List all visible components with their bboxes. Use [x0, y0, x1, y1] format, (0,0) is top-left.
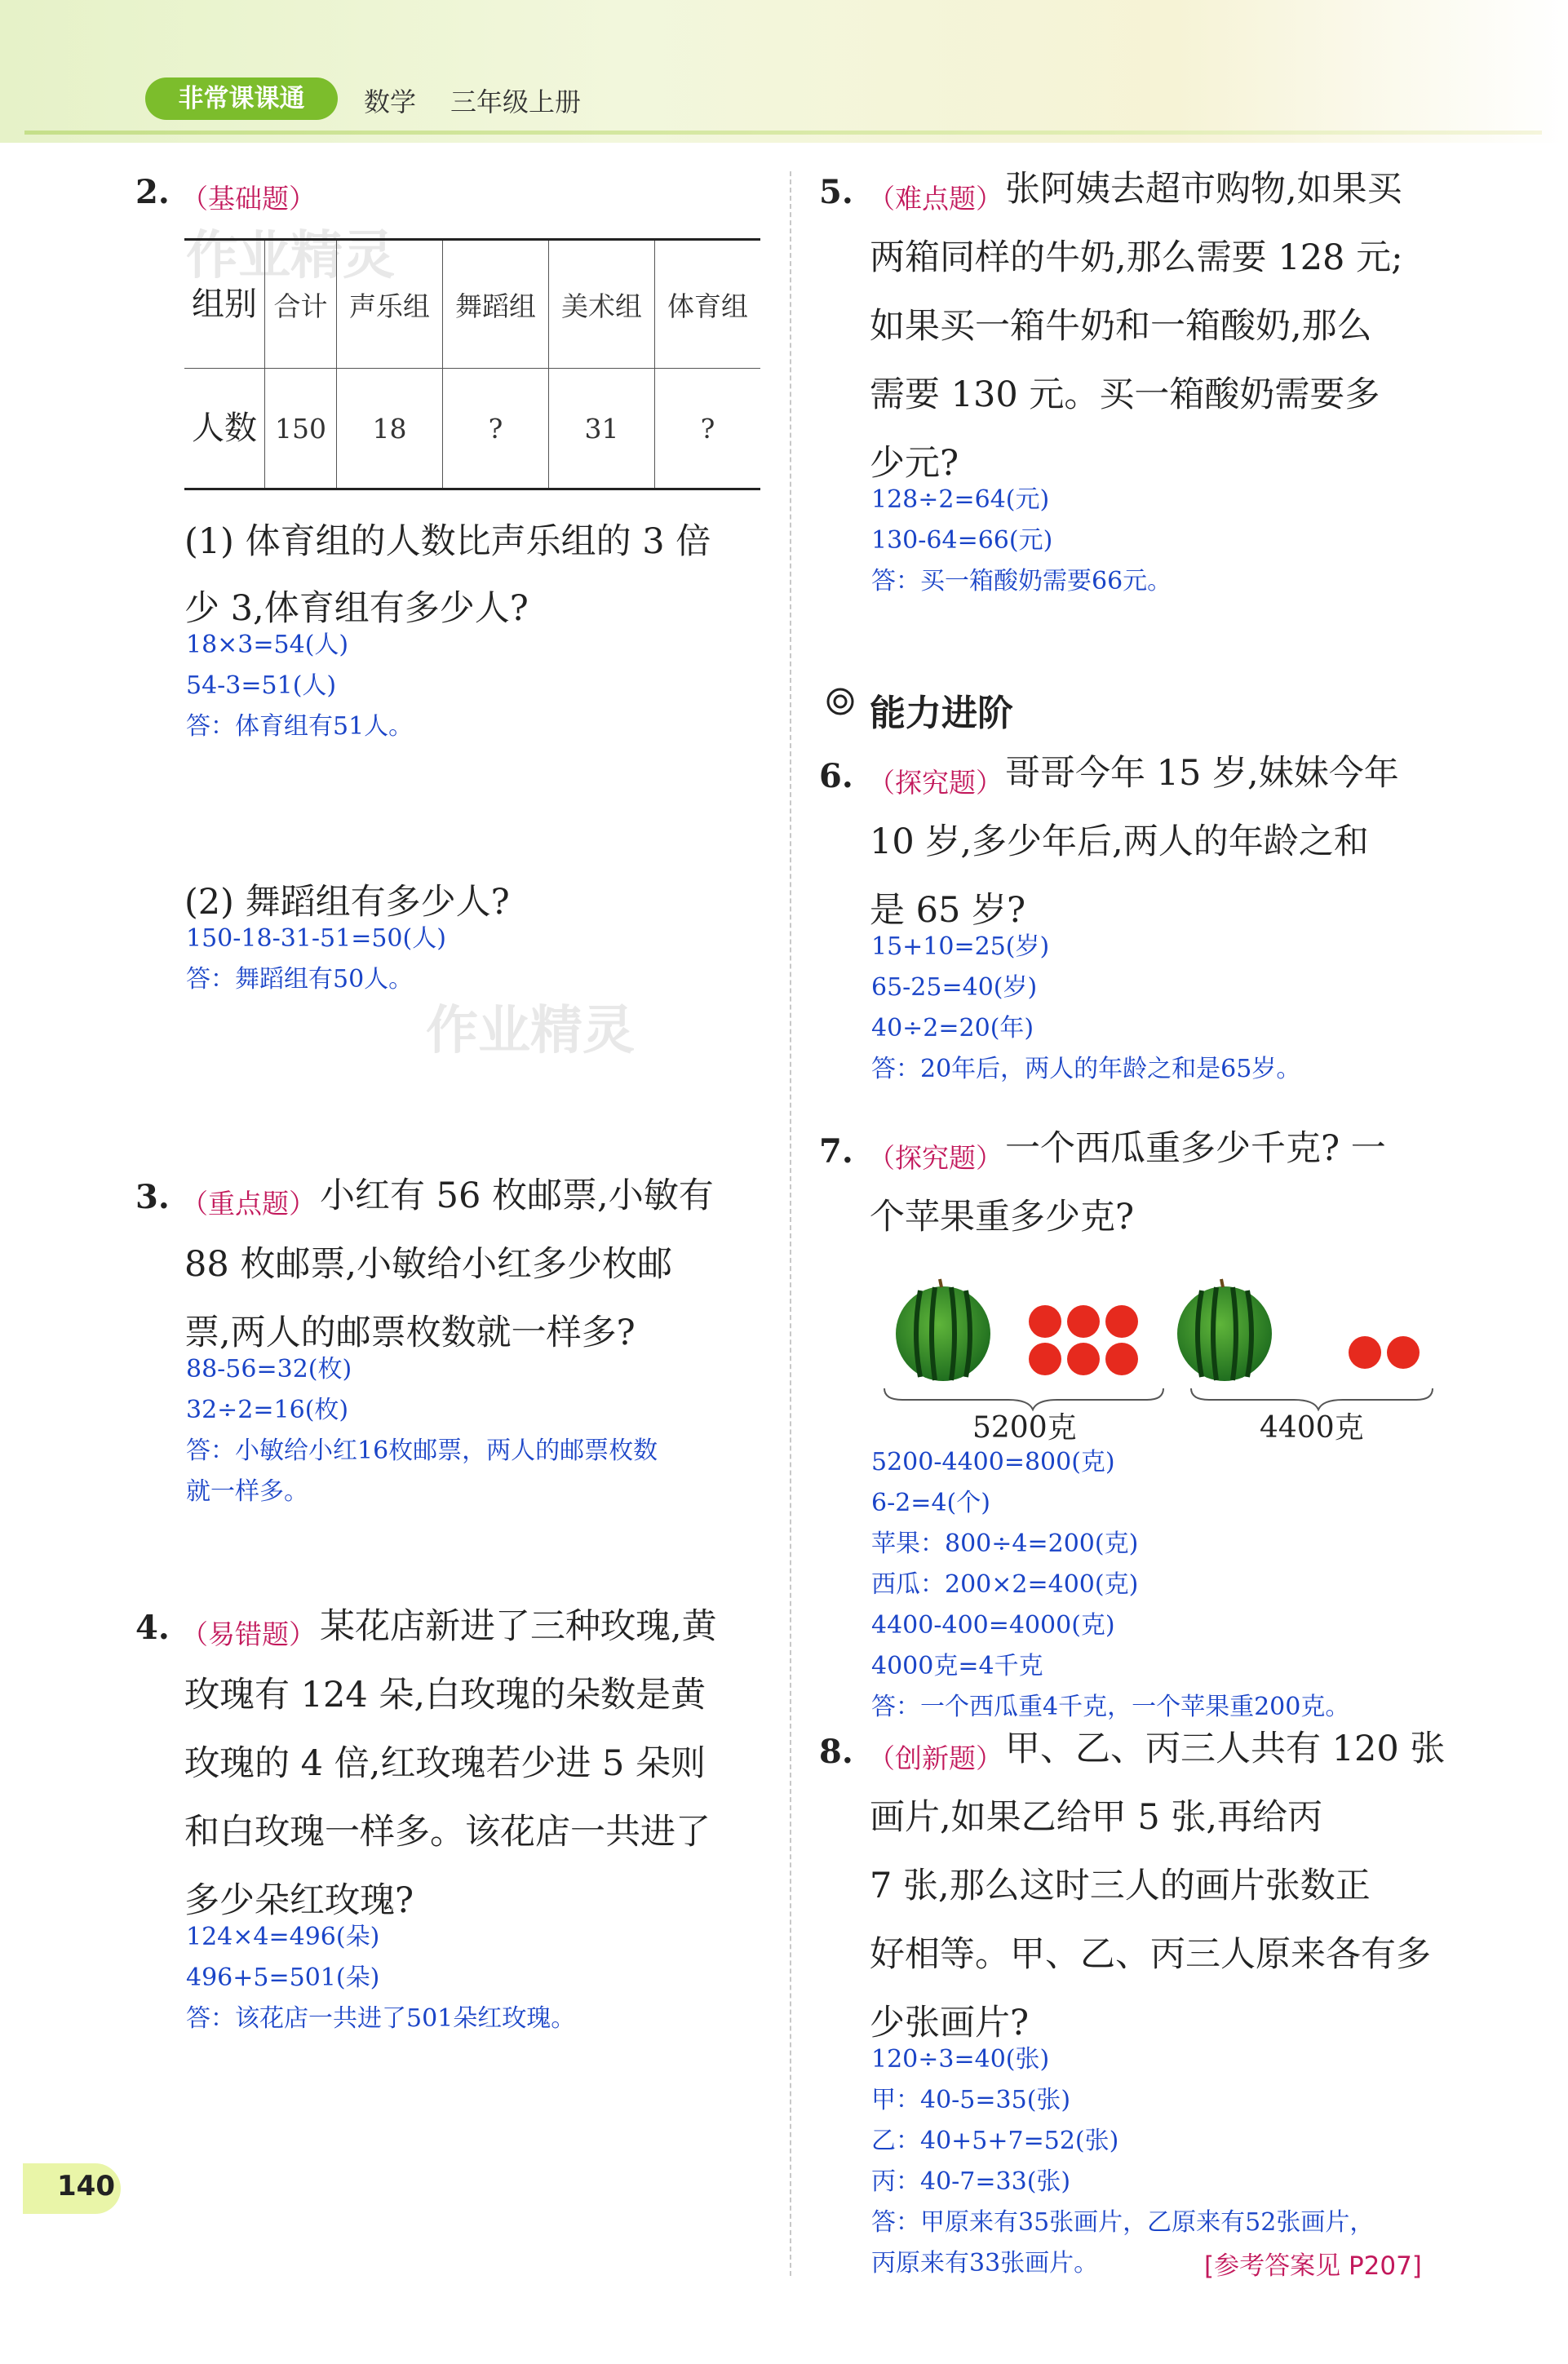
answer-line: 4000克=4千克: [871, 1652, 1043, 1680]
answer-line: 乙：40+5+7=52(张): [871, 2127, 1119, 2155]
question-text: 张阿姨去超市购物,如果买: [1005, 169, 1402, 210]
table-col-header: 声乐组: [336, 240, 442, 369]
brand-name: 非常课课通: [178, 84, 305, 113]
question-number: 3.: [135, 1178, 170, 1216]
question-tag: （基础题）: [181, 183, 316, 215]
grade-label: 三年级上册: [450, 86, 582, 117]
answer-line: 答：20年后，两人的年龄之和是65岁。: [871, 1055, 1301, 1083]
weight-label: 4400克: [1260, 1411, 1364, 1445]
answer-line: 丙：40-7=33(张): [871, 2167, 1071, 2196]
question-text: 画片,如果乙给甲 5 张,再给丙: [870, 1797, 1323, 1838]
question-text: 88 枚邮票,小敏给小红多少枚邮: [184, 1244, 673, 1285]
answer-line: 5200-4400=800(克): [871, 1448, 1115, 1476]
table-col-header: 体育组: [667, 290, 749, 322]
table-col-header: 美术组: [549, 240, 655, 369]
question-tag: （难点题）: [868, 183, 1003, 215]
question-text: 需要 130 元。买一箱酸奶需要多: [870, 374, 1380, 415]
table-cell: 150: [265, 369, 337, 489]
subject-label: 数学: [364, 86, 417, 117]
answer-line: 120÷3=40(张): [871, 2045, 1050, 2074]
fruit-illustration: [870, 1256, 1441, 1411]
answer-line: 128÷2=64(元): [871, 485, 1050, 514]
page-number: 140: [57, 2170, 115, 2202]
answer-line: 18×3=54(人): [186, 631, 349, 659]
question-text: 玫瑰有 124 朵,白玫瑰的朵数是黄: [184, 1675, 706, 1715]
question-number: 8.: [819, 1733, 853, 1771]
question-text: 是 65 岁?: [870, 890, 1026, 931]
answer-line: 88-56=32(枚): [186, 1355, 352, 1383]
answer-line: 丙原来有33张画片。: [871, 2249, 1099, 2278]
question-text: 好相等。甲、乙、丙三人原来各有多: [870, 1934, 1431, 1975]
answer-line: 答：一个西瓜重4千克，一个苹果重200克。: [871, 1693, 1350, 1721]
answer-line: 150-18-31-51=50(人): [186, 924, 446, 953]
question-tag: （易错题）: [181, 1618, 316, 1650]
answer-line: 苹果：800÷4=200(克): [871, 1530, 1139, 1558]
answer-line: 4400-400=4000(克): [871, 1611, 1115, 1640]
question-number: 5.: [819, 173, 853, 211]
question-tag: （探究题）: [868, 1142, 1003, 1174]
question-text: (2) 舞蹈组有多少人?: [184, 882, 510, 923]
table-col-header: 合计: [265, 240, 337, 369]
question-text: 甲、乙、丙三人共有 120 张: [1005, 1729, 1446, 1769]
answer-line: 496+5=501(朵): [186, 1963, 380, 1992]
table-row-head: 人数: [184, 369, 265, 489]
question-text: 两箱同样的牛奶,那么需要 128 元;: [870, 237, 1403, 278]
answer-line: 15+10=25(岁): [871, 932, 1050, 961]
table-cell: 18: [336, 369, 442, 489]
table-row-head: 组别: [184, 240, 265, 369]
answer-line: 65-25=40(岁): [871, 973, 1038, 1002]
apple-group-icon: [1349, 1336, 1420, 1369]
answer-line: 西瓜：200×2=400(克): [871, 1570, 1139, 1599]
question-text: 个苹果重多少克?: [870, 1197, 1135, 1237]
question-text: 玫瑰的 4 倍,红玫瑰若少进 5 朵则: [184, 1743, 706, 1784]
table-col-header: 舞蹈组: [443, 240, 549, 369]
answer-line: 答：该花店一共进了501朵红玫瑰。: [186, 2004, 576, 2033]
question-number: 4.: [135, 1609, 170, 1647]
answer-line: 54-3=51(人): [186, 671, 337, 700]
question-text: 小红有 56 枚邮票,小敏有: [320, 1175, 714, 1216]
question-text: 少元?: [870, 443, 959, 484]
question-number: 6.: [819, 757, 853, 795]
answer-line: 130-64=66(元): [871, 526, 1053, 555]
question-text: 7 张,那么这时三人的画片张数正: [870, 1866, 1371, 1906]
question-text: 某花店新进了三种玫瑰,黄: [320, 1606, 717, 1647]
watermark: 作业精灵: [186, 226, 395, 286]
question-number: 2.: [135, 173, 170, 211]
question-text: 如果买一箱牛奶和一箱酸奶,那么: [870, 306, 1372, 347]
answer-line: 甲：40-5=35(张): [871, 2086, 1071, 2114]
answer-line: 答：买一箱酸奶需要66元。: [871, 567, 1172, 595]
watermelon-icon: [1177, 1279, 1272, 1381]
question-text: 哥哥今年 15 岁,妹妹今年: [1005, 753, 1399, 794]
question-text: 少张画片?: [870, 2003, 1030, 2043]
question-tag: （重点题）: [181, 1188, 316, 1220]
answer-line: 答：舞蹈组有50人。: [186, 965, 414, 994]
answer-line: 答：体育组有51人。: [186, 712, 414, 741]
watermelon-icon: [896, 1279, 990, 1381]
question-text: 和白玫瑰一样多。该花店一共进了: [184, 1812, 711, 1853]
question-tag: （创新题）: [868, 1742, 1003, 1774]
section-title: 能力进阶: [870, 693, 1013, 734]
question-text: (1) 体育组的人数比声乐组的 3 倍: [184, 521, 711, 562]
answer-reference: [参考答案见 P207]: [1204, 2251, 1422, 2281]
answer-line: 就一样多。: [186, 1477, 308, 1506]
watermark: 作业精灵: [426, 1001, 635, 1061]
answer-line: 答：小敏给小红16枚邮票，两人的邮票枚数: [186, 1437, 658, 1465]
answer-line: 答：甲原来有35张画片，乙原来有52张画片，: [871, 2208, 1375, 2237]
table-cell: ?: [655, 369, 760, 489]
weight-label: 5200克: [972, 1411, 1077, 1445]
question-text: 多少朵红玫瑰?: [184, 1880, 414, 1921]
group-count-table: [184, 238, 760, 490]
answer-line: 6-2=4(个): [871, 1489, 990, 1517]
question-text: 一个西瓜重多少千克? 一: [1005, 1128, 1386, 1169]
target-icon: [826, 687, 855, 716]
column-divider: [790, 171, 791, 2276]
header-band: [0, 0, 1568, 143]
answer-line: 40÷2=20(年): [871, 1014, 1034, 1043]
table-cell: 31: [549, 369, 655, 489]
answer-line: 124×4=496(朵): [186, 1923, 380, 1951]
question-number: 7.: [819, 1132, 853, 1171]
apple-group-icon: [1029, 1305, 1138, 1375]
answer-line: 32÷2=16(枚): [186, 1396, 349, 1424]
question-tag: （探究题）: [868, 767, 1003, 799]
table-cell: ?: [443, 369, 549, 489]
question-text: 10 岁,多少年后,两人的年龄之和: [870, 821, 1369, 862]
question-text: 少 3,体育组有多少人?: [184, 588, 529, 629]
header-rule: [24, 131, 1542, 135]
question-text: 票,两人的邮票枚数就一样多?: [184, 1313, 636, 1353]
